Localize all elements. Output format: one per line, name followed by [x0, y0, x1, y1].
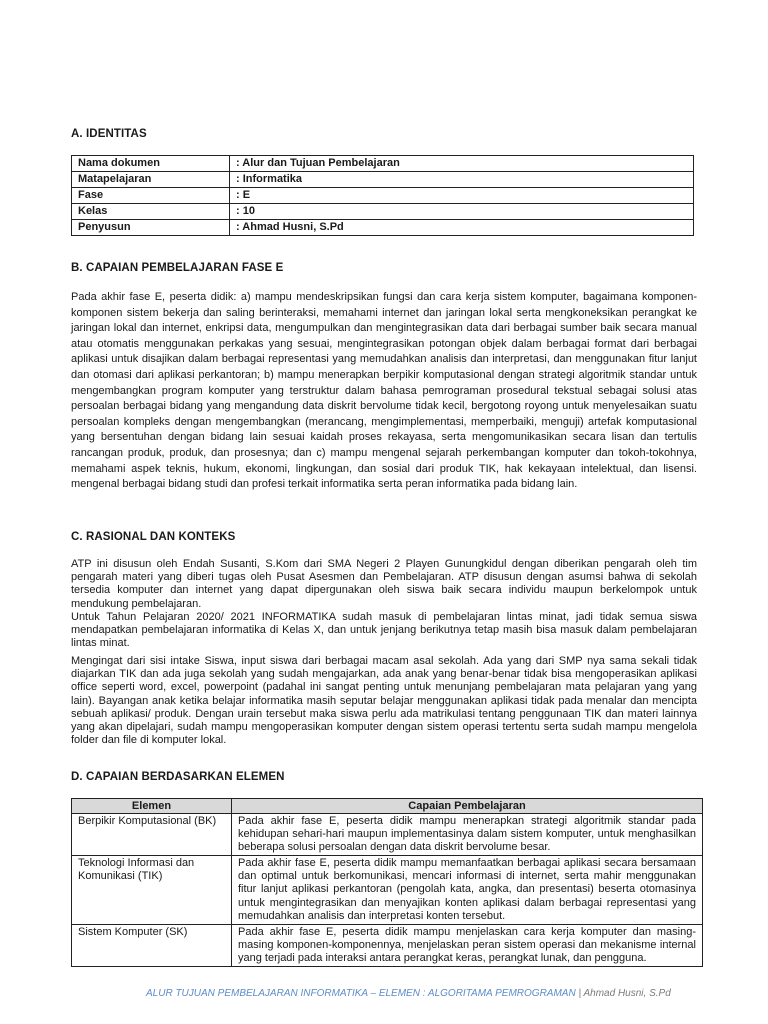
identitas-key: Nama dokumen	[72, 156, 230, 172]
elemen-capaian: Pada akhir fase E, peserta didik mampu memanfaatkan berbagai aplikasi secara bersamaan dan optimal untuk berkomunikasi, mencari informasi di internet, serta mahir menggunakan fitur lanjut aplikasi perkantoran (pengolah kata, angka, dan presentasi) beserta otomasinya untuk mengintegrasikan dan menyajikan konten aplikasi dalam berbagai representasi yang memudahkan analisis dan interpretasi konten tersebut.	[232, 856, 703, 924]
column-header-elemen: Elemen	[72, 799, 232, 814]
page-footer	[146, 988, 671, 999]
table-row	[72, 204, 694, 220]
table-header-row	[72, 799, 703, 814]
elemen-name: Sistem Komputer (SK)	[72, 924, 232, 966]
section-b-heading: B. CAPAIAN PEMBELAJARAN FASE E	[71, 262, 284, 274]
identitas-key: Kelas	[72, 204, 230, 220]
rasional-paragraph-2: Untuk Tahun Pelajaran 2020/ 2021 INFORMATIKA sudah masuk di pembelajaran lintas minat, jadi tidak semua siswa mendapatkan pembelajaran informatika di Kelas X, dan untuk jenjang berikutnya tetap masih bisa masuk dalam pembelajaran lintas minat.	[71, 611, 697, 650]
identitas-key: Penyusun	[72, 220, 230, 236]
elemen-capaian: Pada akhir fase E, peserta didik mampu menerapkan strategi algoritmik standar pada kehidupan sehari-hari maupun implementasinya dalam sistem komputer, untuk menghasilkan beberapa solusi persoalan dengan data diskrit bervolume besar.	[232, 814, 703, 856]
table-row	[72, 172, 694, 188]
elemen-capaian: Pada akhir fase E, peserta didik mampu menjelaskan cara kerja komputer dan masing-masing komponen-komponennya, menjelaskan peran sistem operasi dan mekanisme internal yang terjadi pada interaksi antara perangkat keras, perangkat lunak, dan pengguna.	[232, 924, 703, 966]
section-c-heading: C. RASIONAL DAN KONTEKS	[71, 531, 236, 543]
elemen-name: Teknologi Informasi dan Komunikasi (TIK)	[72, 856, 232, 924]
identitas-key: Matapelajaran	[72, 172, 230, 188]
identitas-value: : E	[230, 188, 694, 204]
table-row	[72, 156, 694, 172]
section-a-heading: A. IDENTITAS	[71, 128, 147, 140]
rasional-paragraph-3: Mengingat dari sisi intake Siswa, input siswa dari berbagai macam asal sekolah. Ada yang dari SMP nya sama sekali tidak diajarkan TIK dan ada juga sekolah yang sudah mengajarkan, ada anak yang benar-benar tidak bisa mengoperasikan aplikasi office seperti word, excel, powerpoint (padahal ini sangat penting untuk menunjang pembelajaran mata pelajaran yang yang lain). Bayangan anak ketika belajar informatika masih seputar belajar menggunakan aplikasi tidak pada menalar dan mencipta sebuah aplikasi/ produk. Dengan urain tersebut maka siswa perlu ada matrikulasi tentang penggunaan TIK dan materi lainnya yang akan dipelajari, sudah mampu mengoperasikan komputer dengan sistem operasi tertentu serta sudah mampu mengelola folder dan file di komputer lokal.	[71, 655, 697, 747]
section-d-heading: D. CAPAIAN BERDASARKAN ELEMEN	[71, 771, 285, 783]
footer-author: | Ahmad Husni, S.Pd	[575, 988, 671, 999]
identitas-value: : 10	[230, 204, 694, 220]
identitas-value: : Ahmad Husni, S.Pd	[230, 220, 694, 236]
table-row	[72, 814, 703, 856]
footer-title: ALUR TUJUAN PEMBELAJARAN INFORMATIKA – ELEMEN : ALGORITAMA PEMROGRAMAN	[146, 988, 576, 999]
capaian-paragraph: Pada akhir fase E, peserta didik: a) mampu mendeskripsikan fungsi dan cara kerja sistem komputer, bagaimana komponen-komponen sistem bekerja dan saling berinteraksi, memahami internet dan jaringan lokal serta mengkoneksikan perangkat ke jaringan lokal dan internet, enkripsi data, mengumpulkan dan mengintegrasikan data dari berbagai sumber baik secara manual atau otomatis menggunakan perkakas yang sesuai, mengintegrasikan potongan objek dalam berbagai format dari berbagai aplikasi untuk disajikan dalam berbagai representasi yang memudahkan analisis dan interpretasi, dan menggunakan fitur lanjut dan otomasi dari aplikasi perkantoran; b) mampu menerapkan berpikir komputasional dengan strategi algoritmik standar untuk mengembangkan program komputer yang terstruktur dalam bahasa pemrograman prosedural tekstual sebagai solusi atas persoalan berbagai bidang yang mengandung data diskrit bervolume tidak kecil, bergotong royong untuk menyelesaikan suatu persoalan kompleks dengan mengembangkan (merancang, mengimplementasi, memperbaiki, menguji) artefak komputasional yang bersentuhan dengan bidang lain sesuai kaidah proses rekayasa, serta mengomunikasikan secara lisan dan tertulis rancangan produk, produk, dan prosesnya; dan c) mampu mengenal sejarah perkembangan komputer dan tokoh-tokohnya, memahami aspek teknis, hukum, ekonomi, lingkungan, dan sosial dari produk TIK, hak kekayaan intelektual, dan lisensi. mengenal berbagai bidang studi dan profesi terkait informatika serta peran informatika pada bidang lain.	[71, 291, 697, 491]
table-row	[72, 924, 703, 966]
column-header-capaian: Capaian Pembelajaran	[232, 799, 703, 814]
table-row	[72, 856, 703, 924]
table-row	[72, 188, 694, 204]
table-row	[72, 220, 694, 236]
identitas-value: : Informatika	[230, 172, 694, 188]
elemen-table	[71, 798, 703, 967]
identitas-key: Fase	[72, 188, 230, 204]
elemen-name: Berpikir Komputasional (BK)	[72, 814, 232, 856]
identitas-value: : Alur dan Tujuan Pembelajaran	[230, 156, 694, 172]
rasional-paragraph-1: ATP ini disusun oleh Endah Susanti, S.Kom dari SMA Negeri 2 Playen Gunungkidul dengan diberikan pengarah oleh tim pengarah materi yang diberi tugas oleh Pusat Asesmen dan Pembelajaran. ATP disusun dengan asumsi bahwa di sekolah tersedia komputer dan internet yang dapat dipergunakan oleh siswa baik secara individu maupun berkelompok untuk mendukung pembelajaran.	[71, 558, 697, 610]
identitas-table	[71, 155, 694, 236]
